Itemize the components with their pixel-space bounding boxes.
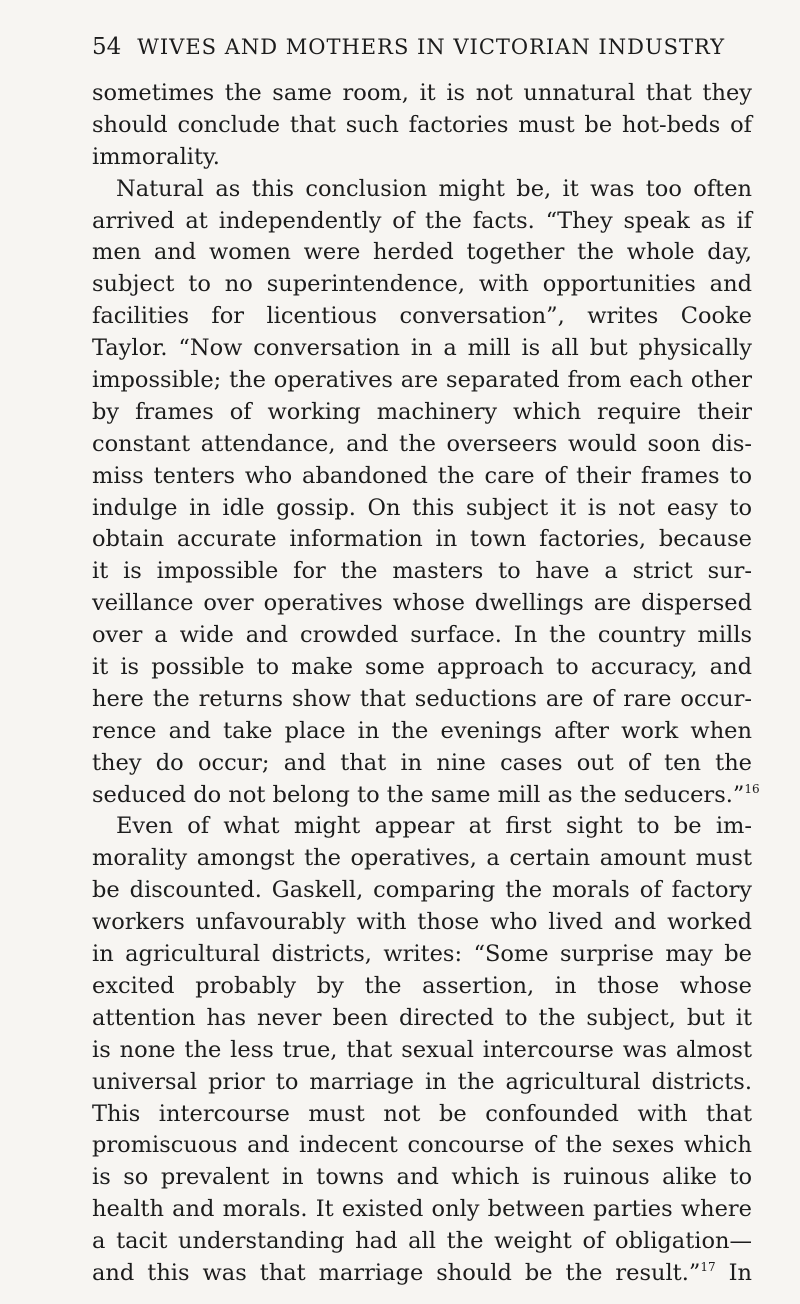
text-line [92,365,752,397]
text-line [92,939,752,971]
text-line [92,429,752,461]
line-text: Even of what might appear at first sight to be im- [116,813,752,840]
text-line [92,588,752,620]
text-line [92,1003,752,1035]
text-line [92,684,752,716]
line-text: and this was that marriage should be the result.” [92,1259,701,1286]
line-text: universal prior to marriage in the agricultural districts. [92,1068,752,1095]
text-line [92,78,752,110]
text-line [92,397,752,429]
running-title: WIVES AND MOTHERS IN VICTORIAN INDUSTRY [137,35,726,59]
line-text: in agricultural districts, writes: “Some surprise may be [92,941,752,968]
line-text: a tacit understanding had all the weight of obligation— [92,1228,752,1255]
line-text: men and women were herded together the whole day, [92,239,752,266]
footnote-ref: 16 [744,781,760,796]
line-text: over a wide and crowded surface. In the country mills [92,622,752,649]
text-line [92,556,752,588]
line-text: sometimes the same room, it is not unnatural that they [92,80,752,106]
line-text: facilities for licentious conversation”, writes Cooke [92,303,752,330]
text-line [92,971,752,1003]
line-text: morality amongst the operatives, a certain amount must [92,845,752,872]
line-text: obtain accurate information in town factories, because [92,526,752,553]
text-line [92,333,752,365]
line-text: Taylor. “Now conversation in a mill is all but physically [92,335,752,362]
line-text: is so prevalent in towns and which is ruinous alike to [92,1164,752,1191]
line-text: seduced do not belong to the same mill as the seducers.” [92,781,745,808]
line-text: should conclude that such factories must be hot-beds of [92,111,752,138]
line-text: miss tenters who abandoned the care of their frames to [92,462,752,489]
line-text: health and morals. It existed only between parties where [92,1196,752,1223]
text-line [92,461,752,493]
text-line [92,907,752,939]
text-line [92,493,752,525]
line-text: constant attendance, and the overseers would soon dis- [92,430,752,457]
text-line [92,524,752,556]
line-text: arrived at independently of the facts. “They speak as if [92,207,752,234]
text-line [92,237,752,269]
line-text: indulge in idle gossip. On this subject it is not easy to [92,494,752,521]
line-text: be discounted. Gaskell, comparing the morals of factory [92,877,752,904]
line-text: is none the less true, that sexual intercourse was almost [92,1036,752,1063]
text-line [92,206,752,238]
text-line [92,1226,752,1258]
text-line [92,1162,752,1194]
text-line [92,716,752,748]
line-text: it is possible to make some approach to accuracy, and [92,654,752,681]
text-line [92,1099,752,1131]
line-text: Natural as this conclusion might be, it was too often [116,175,752,202]
text-line [92,110,752,142]
text-line [92,269,752,301]
text-line [92,1130,752,1162]
line-text: here the returns show that seductions are of rare occur- [92,685,752,712]
text-line [92,620,752,652]
text-line [92,1035,752,1067]
text-line [92,843,752,875]
page-number: 54 [92,34,122,60]
text-line [92,142,752,174]
running-header [92,34,752,60]
footnote-ref: 17 [700,1259,716,1274]
line-text: workers unfavourably with those who lived and worked [92,909,752,936]
text-line [92,652,752,684]
line-text: they do occur; and that in nine cases out of ten the [92,749,752,776]
line-text: immorality. [92,143,220,170]
text-line [92,174,752,206]
line-tail: In [715,1259,753,1286]
text-line [92,1067,752,1099]
text-line [92,811,752,843]
line-text: rence and take place in the evenings after work when [92,717,752,744]
line-text: subject to no superintendence, with opportunities and [92,271,752,298]
text-line [92,875,752,907]
line-text: veillance over operatives whose dwellings are dispersed [92,590,752,617]
text-line [92,1194,752,1226]
text-line [92,301,752,333]
line-text: by frames of working machinery which require their [92,398,752,425]
line-text: This intercourse must not be confounded with that [92,1100,752,1127]
text-line [92,1258,752,1290]
line-text: it is impossible for the masters to have a strict sur- [92,558,752,585]
body-text [92,78,760,1290]
line-text: promiscuous and indecent concourse of the sexes which [92,1132,752,1159]
line-text: impossible; the operatives are separated from each other [92,367,752,394]
line-text: attention has never been directed to the subject, but it [92,1004,752,1031]
line-text: excited probably by the assertion, in those whose [92,972,752,999]
text-line [92,748,752,780]
text-line [92,780,760,812]
